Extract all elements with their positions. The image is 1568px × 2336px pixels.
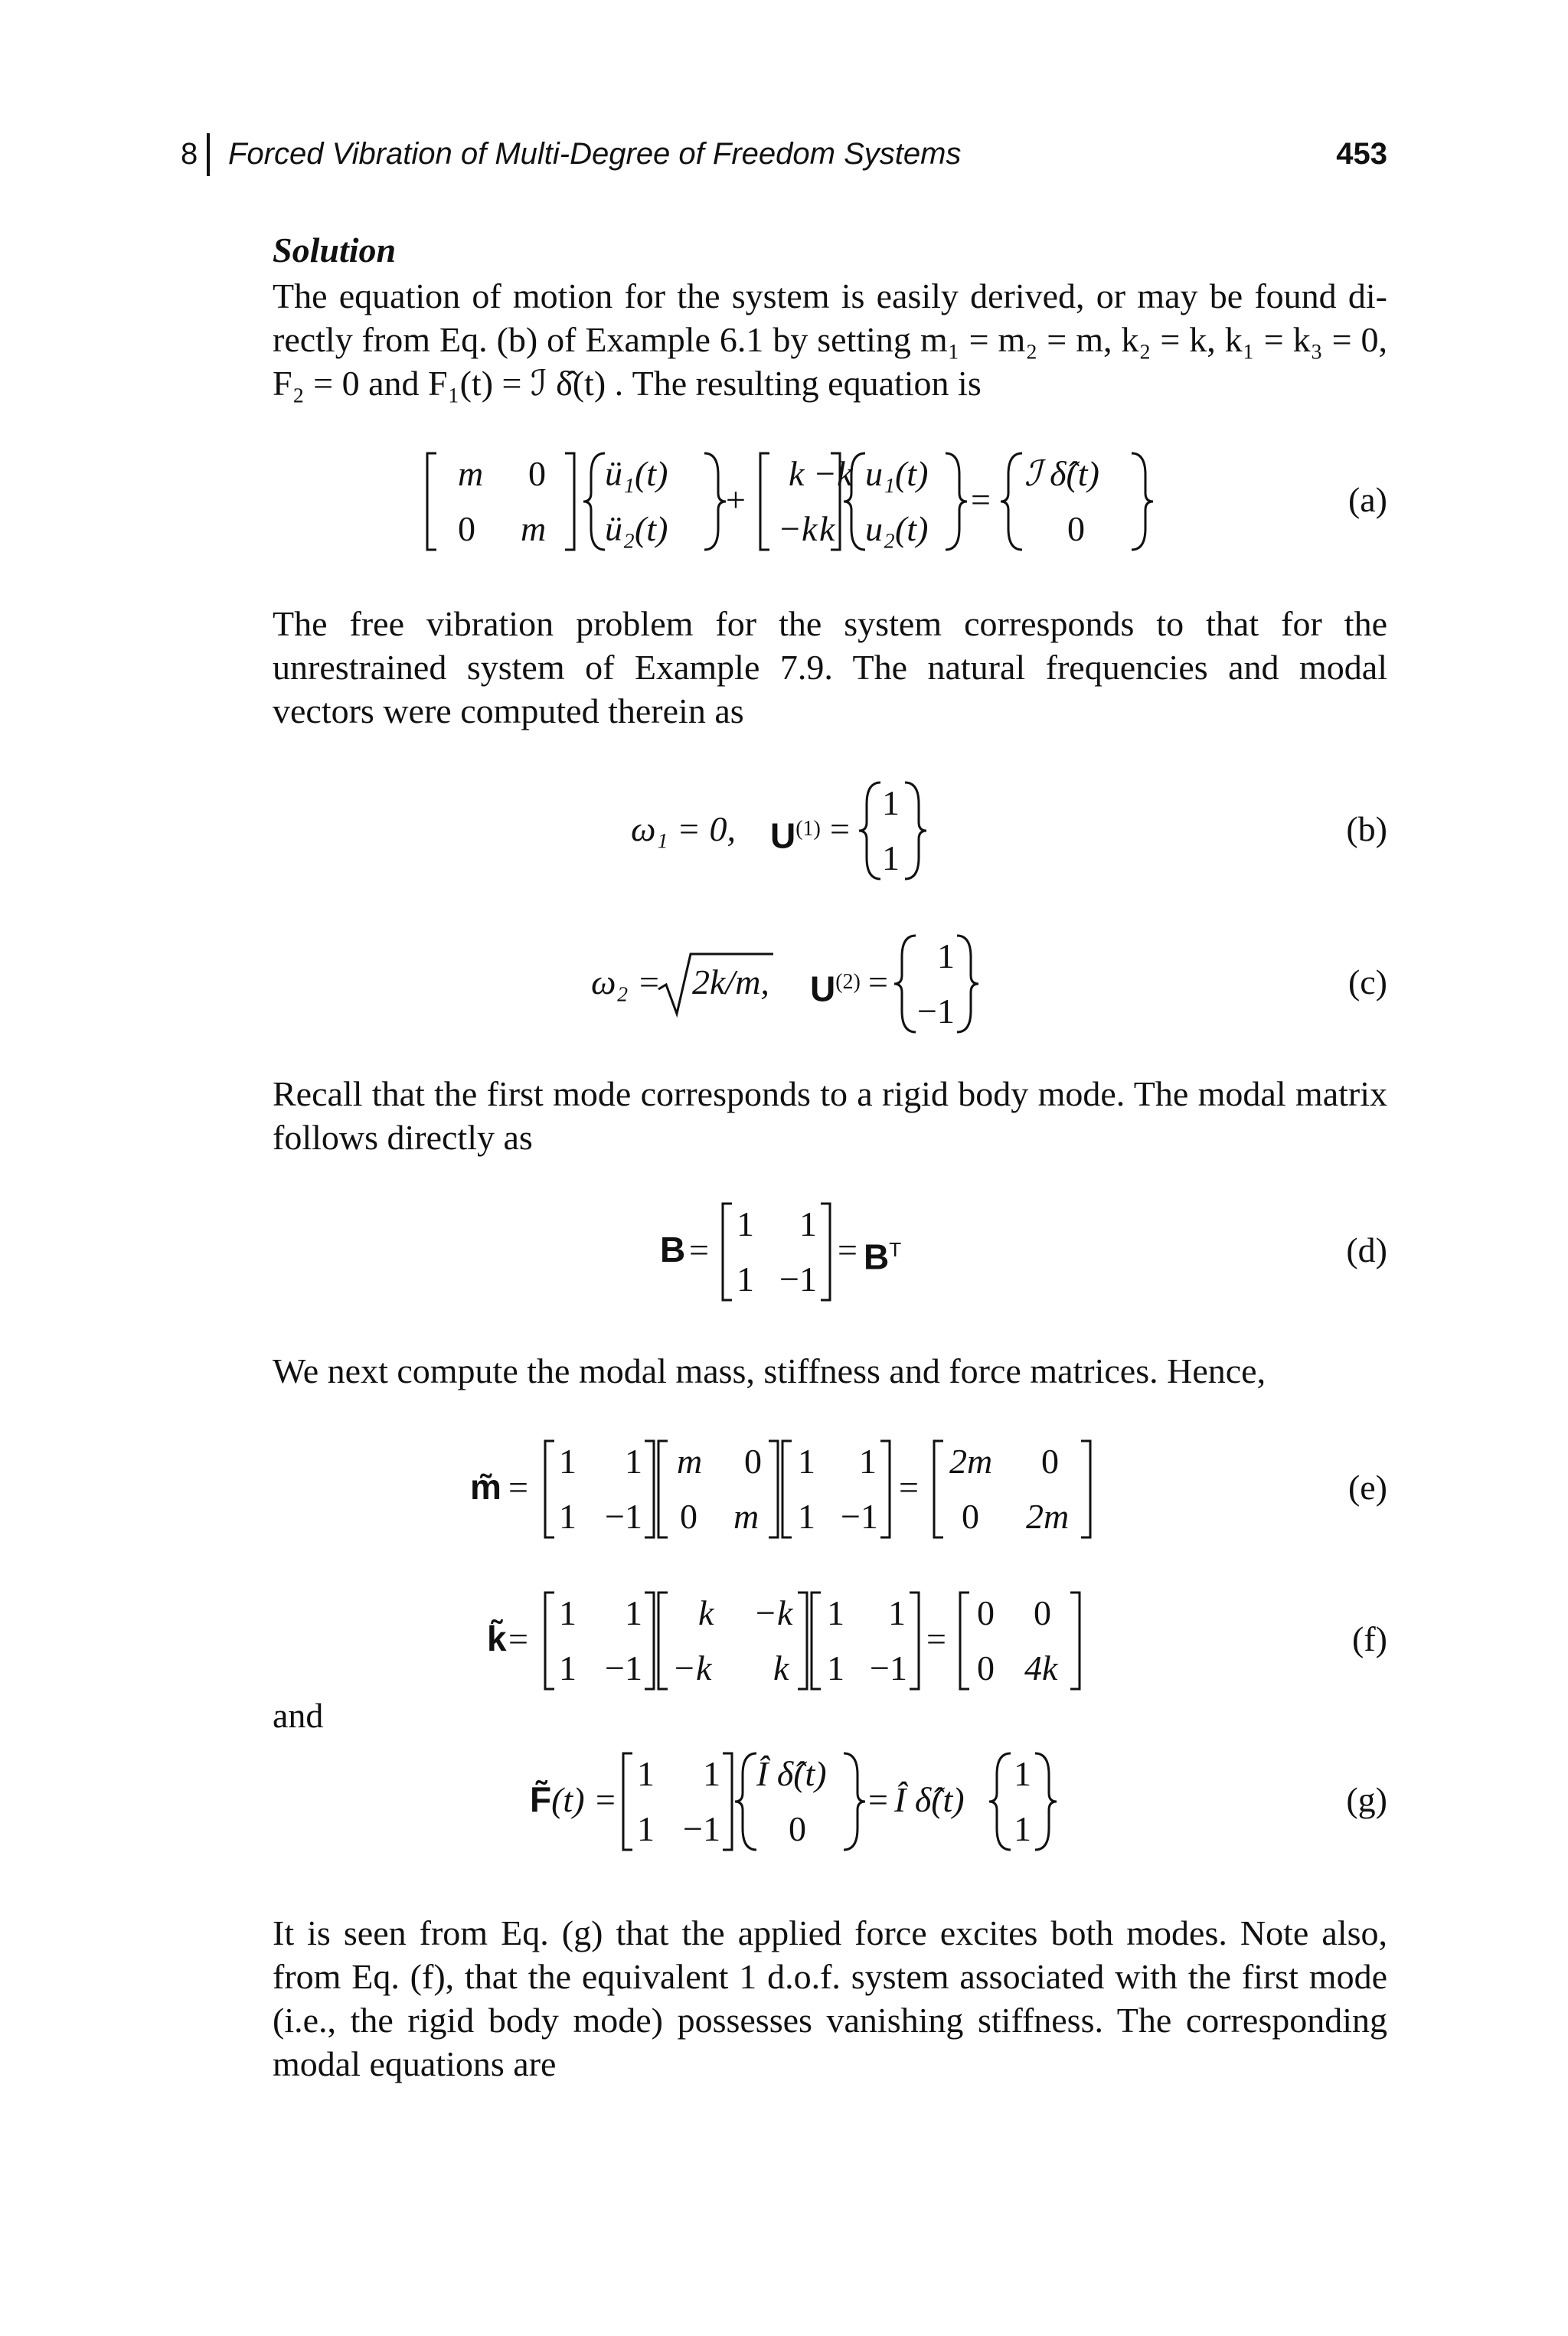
c-radicand: 2k/m,: [692, 962, 769, 1001]
f-m2-21: −k: [672, 1648, 712, 1687]
e-m1-11: 1: [559, 1442, 577, 1481]
g-equals: =: [868, 1780, 888, 1819]
b-vector-name: U: [770, 815, 796, 856]
a-rhs-2: 0: [1067, 509, 1085, 548]
g-m1-12: 1: [703, 1754, 720, 1793]
b-vec-2: 1: [882, 838, 900, 877]
e-m2-12: 0: [744, 1442, 762, 1481]
e-equals-2: =: [899, 1468, 919, 1507]
f-m1-22: −1: [605, 1648, 642, 1687]
equation-b: [0, 773, 1568, 888]
c-vec-2: −1: [917, 992, 955, 1031]
f-m2-22: k: [773, 1648, 789, 1687]
a-mass-21: 0: [458, 509, 475, 548]
equation-d-label: (d): [1346, 1230, 1387, 1269]
solution-heading: Solution: [273, 230, 397, 270]
d-m-12: 1: [799, 1204, 817, 1243]
g-vec-1: Î δ̂(t): [756, 1754, 827, 1793]
d-rhs-sup: T: [889, 1238, 902, 1261]
f-r-11: 0: [977, 1593, 995, 1632]
c-vector-sup: (2): [835, 970, 861, 994]
e-m3-22: −1: [841, 1497, 878, 1536]
f-m3-11: 1: [827, 1593, 844, 1632]
d-equals: =: [689, 1230, 709, 1269]
a-mass-12: 0: [528, 454, 546, 493]
f-equals: =: [508, 1619, 528, 1658]
equation-c: [0, 926, 1568, 1041]
e-m3-12: 1: [859, 1442, 877, 1481]
e-m2-11: m: [677, 1442, 703, 1481]
a-acc-2: ü₂(t): [605, 509, 668, 548]
g-m1-21: 1: [637, 1809, 655, 1848]
e-r-11: 2m: [949, 1442, 993, 1481]
d-m-11: 1: [737, 1204, 754, 1243]
e-m3-21: 1: [798, 1497, 815, 1536]
paragraph-3: Recall that the first mode corresponds to a rigid body mode. The modal matrix follows directly as: [273, 1074, 1387, 1157]
f-r-22: 4k: [1024, 1648, 1058, 1687]
paragraph-1-line-2: rectly from Eq. (b) of Example 6.1 by setting m₁ = m₂ = m, k₂ = k, k₁ = k₃ = 0,: [273, 320, 1387, 359]
chapter-title: Forced Vibration of Multi-Degree of Freedom Systems: [228, 137, 962, 171]
a-acc-1: ü₁(t): [605, 454, 668, 493]
paragraph-5: It is seen from Eq. (g) that the applied force excites both modes. Note also, from Eq. (f), that the equivalent 1 d.o.f. system associated with the first mode (i.e., the rigid body mode) possesses vanishing stiffness. The corresponding modal equations are: [273, 1913, 1387, 2083]
a-equals: =: [971, 480, 991, 519]
equation-g-label: (g): [1346, 1780, 1387, 1819]
equation-c-label: (c): [1348, 962, 1387, 1001]
running-header: [181, 130, 1387, 178]
e-m3-11: 1: [798, 1442, 815, 1481]
e-name: m̃: [470, 1467, 501, 1507]
f-m1-12: 1: [625, 1593, 642, 1632]
equation-c-marks: [0, 926, 1568, 1041]
b-vector-sup: (1): [795, 817, 821, 841]
c-lhs: ω₂ =: [591, 962, 662, 1001]
c-equals: =: [868, 962, 888, 1001]
f-m3-12: 1: [888, 1593, 906, 1632]
d-equals-2: =: [838, 1230, 858, 1269]
c-vector-name: U: [810, 969, 836, 1009]
page-number: 453: [1336, 137, 1387, 171]
c-vec-1: 1: [937, 936, 955, 975]
e-r-21: 0: [962, 1497, 979, 1536]
e-m1-22: −1: [605, 1497, 642, 1536]
b-equals: =: [830, 809, 850, 848]
a-stiff-11: k: [789, 454, 805, 493]
paragraph-1-line-1: The equation of motion for the system is easily derived, or may be found di-: [273, 276, 1387, 315]
a-stiff-12: −k: [813, 454, 853, 493]
g-name: F̃: [530, 1779, 552, 1819]
a-disp-1: u₁(t): [865, 454, 929, 493]
d-rhs-name: B: [864, 1237, 890, 1277]
equation-e: [0, 1432, 1568, 1547]
header-divider: [207, 133, 210, 176]
f-r-21: 0: [977, 1648, 995, 1687]
g-vec-2: 0: [789, 1809, 806, 1848]
paragraph-1-line-3: F₂ = 0 and F₁(t) = ℐ δ̂(t) . The resulting equation is: [273, 364, 982, 403]
equation-e-brackets: [0, 1432, 1568, 1547]
f-equals-2: =: [926, 1619, 946, 1658]
f-m2-12: −k: [753, 1593, 793, 1632]
f-name: k̃: [487, 1619, 507, 1658]
a-mass-22: m: [521, 509, 547, 548]
f-m3-22: −1: [870, 1648, 907, 1687]
f-r-12: 0: [1034, 1593, 1051, 1632]
g-arg: (t) =: [551, 1780, 618, 1819]
b-lhs: ω₁ = 0,: [631, 809, 737, 848]
e-m2-21: 0: [680, 1497, 697, 1536]
e-m2-22: m: [733, 1497, 760, 1536]
g-coef: Î δ̂(t): [894, 1780, 965, 1819]
equation-a-label: (a): [1348, 480, 1387, 519]
g-m1-11: 1: [637, 1754, 655, 1793]
e-equals: =: [508, 1468, 528, 1507]
a-rhs-1: ℐ δ̂(t): [1024, 454, 1099, 493]
f-m1-21: 1: [559, 1648, 577, 1687]
e-r-22: 2m: [1026, 1497, 1070, 1536]
f-m3-21: 1: [827, 1648, 844, 1687]
paragraph-4: We next compute the modal mass, stiffness and force matrices. Hence,: [273, 1351, 1266, 1390]
a-stiff-21: −k: [778, 509, 818, 548]
a-mass-11: m: [458, 454, 484, 493]
b-vec-1: 1: [882, 783, 900, 822]
e-r-12: 0: [1041, 1442, 1059, 1481]
equation-f: [0, 1583, 1568, 1698]
equation-d: [0, 1194, 1568, 1309]
equation-a: [0, 444, 1568, 559]
equation-g: [0, 1744, 1568, 1859]
d-m-22: −1: [779, 1259, 817, 1299]
a-disp-2: u₂(t): [865, 509, 929, 548]
f-m2-11: k: [698, 1593, 714, 1632]
equation-b-label: (b): [1346, 809, 1387, 848]
chapter-number: 8: [181, 137, 198, 171]
a-plus: +: [726, 480, 746, 519]
a-stiff-22: k: [819, 509, 835, 548]
equation-e-label: (e): [1348, 1468, 1387, 1507]
d-m-21: 1: [737, 1259, 754, 1299]
e-m1-12: 1: [625, 1442, 642, 1481]
g-res-1: 1: [1014, 1754, 1031, 1793]
e-m1-21: 1: [559, 1497, 577, 1536]
g-res-2: 1: [1014, 1809, 1031, 1848]
and-word: and: [273, 1696, 324, 1735]
g-m1-22: −1: [683, 1809, 720, 1848]
equation-f-label: (f): [1352, 1619, 1387, 1658]
f-m1-11: 1: [559, 1593, 577, 1632]
d-name: B: [660, 1230, 686, 1269]
paragraph-2: The free vibration problem for the system corresponds to that for the unrestrained system of Example 7.9. The natural frequencies and modal vectors were computed therein as: [273, 604, 1387, 730]
